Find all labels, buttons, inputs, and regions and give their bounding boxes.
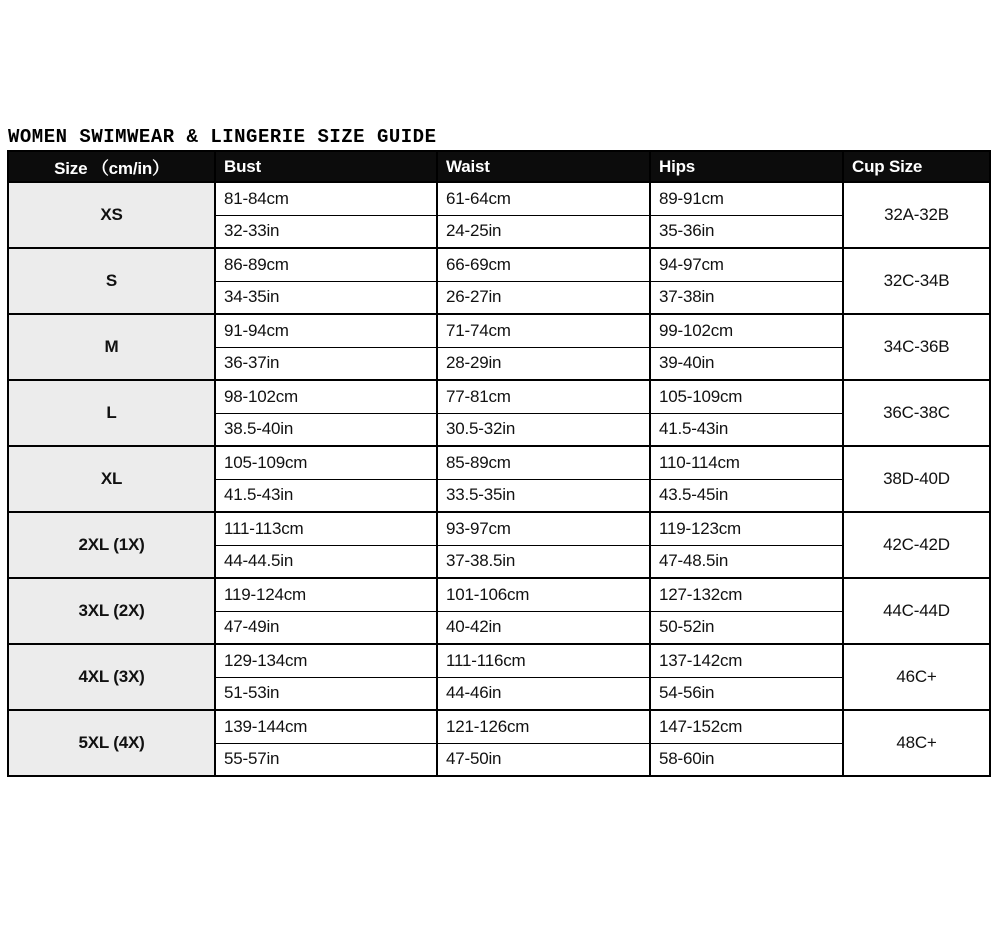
table-row-cm xyxy=(8,314,990,347)
waist-in-cell: 44-46in xyxy=(437,677,650,710)
size-label-cell: XL xyxy=(8,446,215,512)
size-label-cell: 5XL (4X) xyxy=(8,710,215,776)
cup-size-cell: 46C+ xyxy=(843,644,990,710)
waist-in-cell: 30.5-32in xyxy=(437,413,650,446)
size-row-group xyxy=(8,182,990,248)
hips-in-cell: 47-48.5in xyxy=(650,545,843,578)
cup-size-cell: 48C+ xyxy=(843,710,990,776)
bust-cm-cell: 111-113cm xyxy=(215,512,437,545)
hips-cm-cell: 105-109cm xyxy=(650,380,843,413)
cup-size-cell: 44C-44D xyxy=(843,578,990,644)
waist-cm-cell: 71-74cm xyxy=(437,314,650,347)
hips-cm-cell: 147-152cm xyxy=(650,710,843,743)
waist-cm-cell: 101-106cm xyxy=(437,578,650,611)
page-title: WOMEN SWIMWEAR & LINGERIE SIZE GUIDE xyxy=(8,126,437,148)
hips-cm-cell: 94-97cm xyxy=(650,248,843,281)
hips-in-cell: 43.5-45in xyxy=(650,479,843,512)
size-guide-table xyxy=(7,150,991,777)
bust-in-cell: 38.5-40in xyxy=(215,413,437,446)
waist-in-cell: 33.5-35in xyxy=(437,479,650,512)
bust-in-cell: 51-53in xyxy=(215,677,437,710)
hips-cm-cell: 137-142cm xyxy=(650,644,843,677)
waist-in-cell: 28-29in xyxy=(437,347,650,380)
waist-cm-cell: 66-69cm xyxy=(437,248,650,281)
table-row-cm xyxy=(8,578,990,611)
waist-cm-cell: 61-64cm xyxy=(437,182,650,215)
bust-in-cell: 36-37in xyxy=(215,347,437,380)
waist-cm-cell: 93-97cm xyxy=(437,512,650,545)
size-row-group xyxy=(8,314,990,380)
table-row-cm xyxy=(8,248,990,281)
hips-in-cell: 54-56in xyxy=(650,677,843,710)
waist-cm-cell: 77-81cm xyxy=(437,380,650,413)
size-row-group xyxy=(8,710,990,776)
bust-cm-cell: 91-94cm xyxy=(215,314,437,347)
hips-in-cell: 35-36in xyxy=(650,215,843,248)
size-label-cell: 3XL (2X) xyxy=(8,578,215,644)
bust-in-cell: 32-33in xyxy=(215,215,437,248)
cup-size-cell: 36C-38C xyxy=(843,380,990,446)
size-row-group xyxy=(8,380,990,446)
table-row-cm xyxy=(8,644,990,677)
header-row xyxy=(8,151,990,182)
waist-in-cell: 26-27in xyxy=(437,281,650,314)
bust-cm-cell: 129-134cm xyxy=(215,644,437,677)
cup-size-cell: 42C-42D xyxy=(843,512,990,578)
header-waist: Waist xyxy=(437,151,650,182)
hips-cm-cell: 89-91cm xyxy=(650,182,843,215)
bust-cm-cell: 119-124cm xyxy=(215,578,437,611)
hips-cm-cell: 99-102cm xyxy=(650,314,843,347)
waist-in-cell: 24-25in xyxy=(437,215,650,248)
hips-in-cell: 39-40in xyxy=(650,347,843,380)
hips-in-cell: 37-38in xyxy=(650,281,843,314)
bust-cm-cell: 98-102cm xyxy=(215,380,437,413)
bust-cm-cell: 139-144cm xyxy=(215,710,437,743)
size-row-group xyxy=(8,248,990,314)
header-cup-size: Cup Size xyxy=(843,151,990,182)
bust-in-cell: 44-44.5in xyxy=(215,545,437,578)
hips-cm-cell: 127-132cm xyxy=(650,578,843,611)
header-hips: Hips xyxy=(650,151,843,182)
size-row-group xyxy=(8,446,990,512)
table-row-cm xyxy=(8,710,990,743)
bust-in-cell: 41.5-43in xyxy=(215,479,437,512)
hips-in-cell: 58-60in xyxy=(650,743,843,776)
size-row-group xyxy=(8,644,990,710)
waist-in-cell: 40-42in xyxy=(437,611,650,644)
waist-cm-cell: 85-89cm xyxy=(437,446,650,479)
table-row-cm xyxy=(8,512,990,545)
cup-size-cell: 32A-32B xyxy=(843,182,990,248)
size-label-cell: L xyxy=(8,380,215,446)
table-row-cm xyxy=(8,380,990,413)
cup-size-cell: 32C-34B xyxy=(843,248,990,314)
waist-cm-cell: 111-116cm xyxy=(437,644,650,677)
waist-in-cell: 37-38.5in xyxy=(437,545,650,578)
size-row-group xyxy=(8,512,990,578)
bust-in-cell: 55-57in xyxy=(215,743,437,776)
hips-cm-cell: 119-123cm xyxy=(650,512,843,545)
table-row-cm xyxy=(8,182,990,215)
size-label-cell: S xyxy=(8,248,215,314)
bust-in-cell: 34-35in xyxy=(215,281,437,314)
bust-cm-cell: 81-84cm xyxy=(215,182,437,215)
size-row-group xyxy=(8,578,990,644)
header-bust: Bust xyxy=(215,151,437,182)
size-label-cell: XS xyxy=(8,182,215,248)
cup-size-cell: 34C-36B xyxy=(843,314,990,380)
header-size: Size （cm/in） xyxy=(8,151,215,182)
waist-cm-cell: 121-126cm xyxy=(437,710,650,743)
bust-in-cell: 47-49in xyxy=(215,611,437,644)
hips-in-cell: 41.5-43in xyxy=(650,413,843,446)
size-label-cell: 4XL (3X) xyxy=(8,644,215,710)
size-label-cell: 2XL (1X) xyxy=(8,512,215,578)
bust-cm-cell: 86-89cm xyxy=(215,248,437,281)
bust-cm-cell: 105-109cm xyxy=(215,446,437,479)
size-label-cell: M xyxy=(8,314,215,380)
waist-in-cell: 47-50in xyxy=(437,743,650,776)
hips-cm-cell: 110-114cm xyxy=(650,446,843,479)
table-row-cm xyxy=(8,446,990,479)
cup-size-cell: 38D-40D xyxy=(843,446,990,512)
table-header xyxy=(8,151,990,182)
hips-in-cell: 50-52in xyxy=(650,611,843,644)
